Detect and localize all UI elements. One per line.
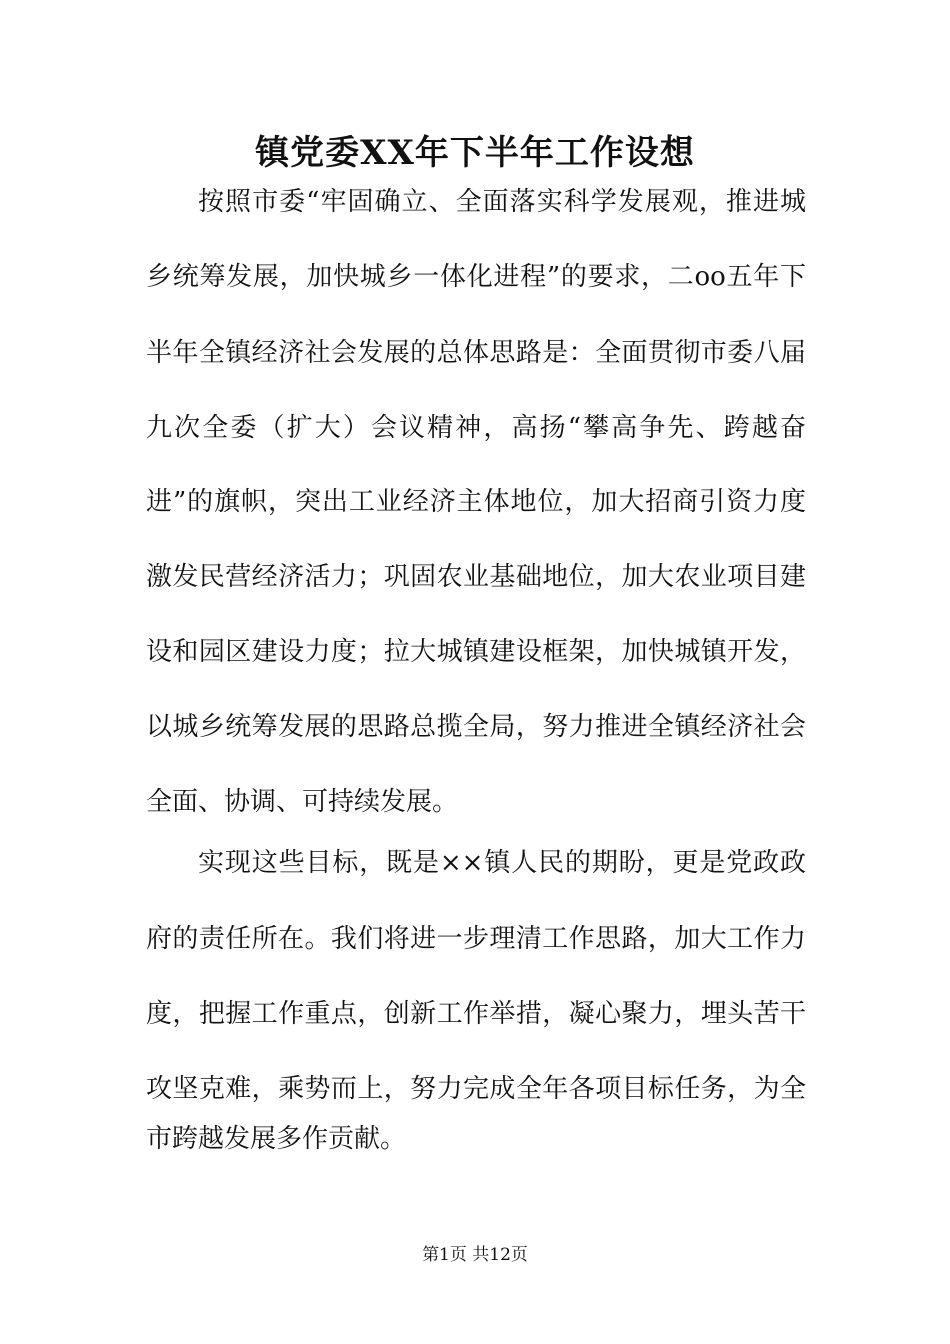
paragraph-line: 半年全镇经济社会发展的总体思路是：全面贯彻市委八届 (146, 338, 806, 368)
paragraph-line: 实现这些目标，既是××镇人民的期盼，更是党政政 (198, 848, 806, 878)
paragraph-line: 府的责任所在。我们将进一步理清工作思路，加大工作力 (146, 924, 806, 954)
paragraph-line: 九次全委（扩大）会议精神，高扬“攀高争先、跨越奋 (146, 413, 806, 443)
paragraph-line: 全面、协调、可持续发展。 (146, 787, 459, 817)
paragraph-line: 按照市委“牢固确立、全面落实科学发展观，推进城 (198, 187, 806, 217)
paragraph-line: 乡统筹发展，加快城乡一体化进程”的要求，二oo五年下 (146, 262, 806, 292)
paragraph-line: 攻坚克难，乘势而上，努力完成全年各项目标任务，为全 (146, 1074, 806, 1104)
paragraph-line: 市跨越发展多作贡献。 (146, 1124, 407, 1154)
page-footer: 第1页 共12页 (422, 1245, 528, 1265)
paragraph-line: 度，把握工作重点，创新工作举措，凝心聚力，埋头苦干 (146, 999, 806, 1029)
paragraph-line: 设和园区建设力度；拉大城镇建设框架，加快城镇开发， (146, 637, 806, 667)
paragraph-line: 激发民营经济活力；巩固农业基础地位，加大农业项目建 (146, 562, 806, 592)
document-title: 镇党委XX年下半年工作设想 (255, 133, 695, 173)
paragraph-line: 进”的旗帜，突出工业经济主体地位，加大招商引资力度 (146, 487, 806, 517)
paragraph-line: 以城乡统筹发展的思路总揽全局，努力推进全镇经济社会 (146, 712, 806, 742)
